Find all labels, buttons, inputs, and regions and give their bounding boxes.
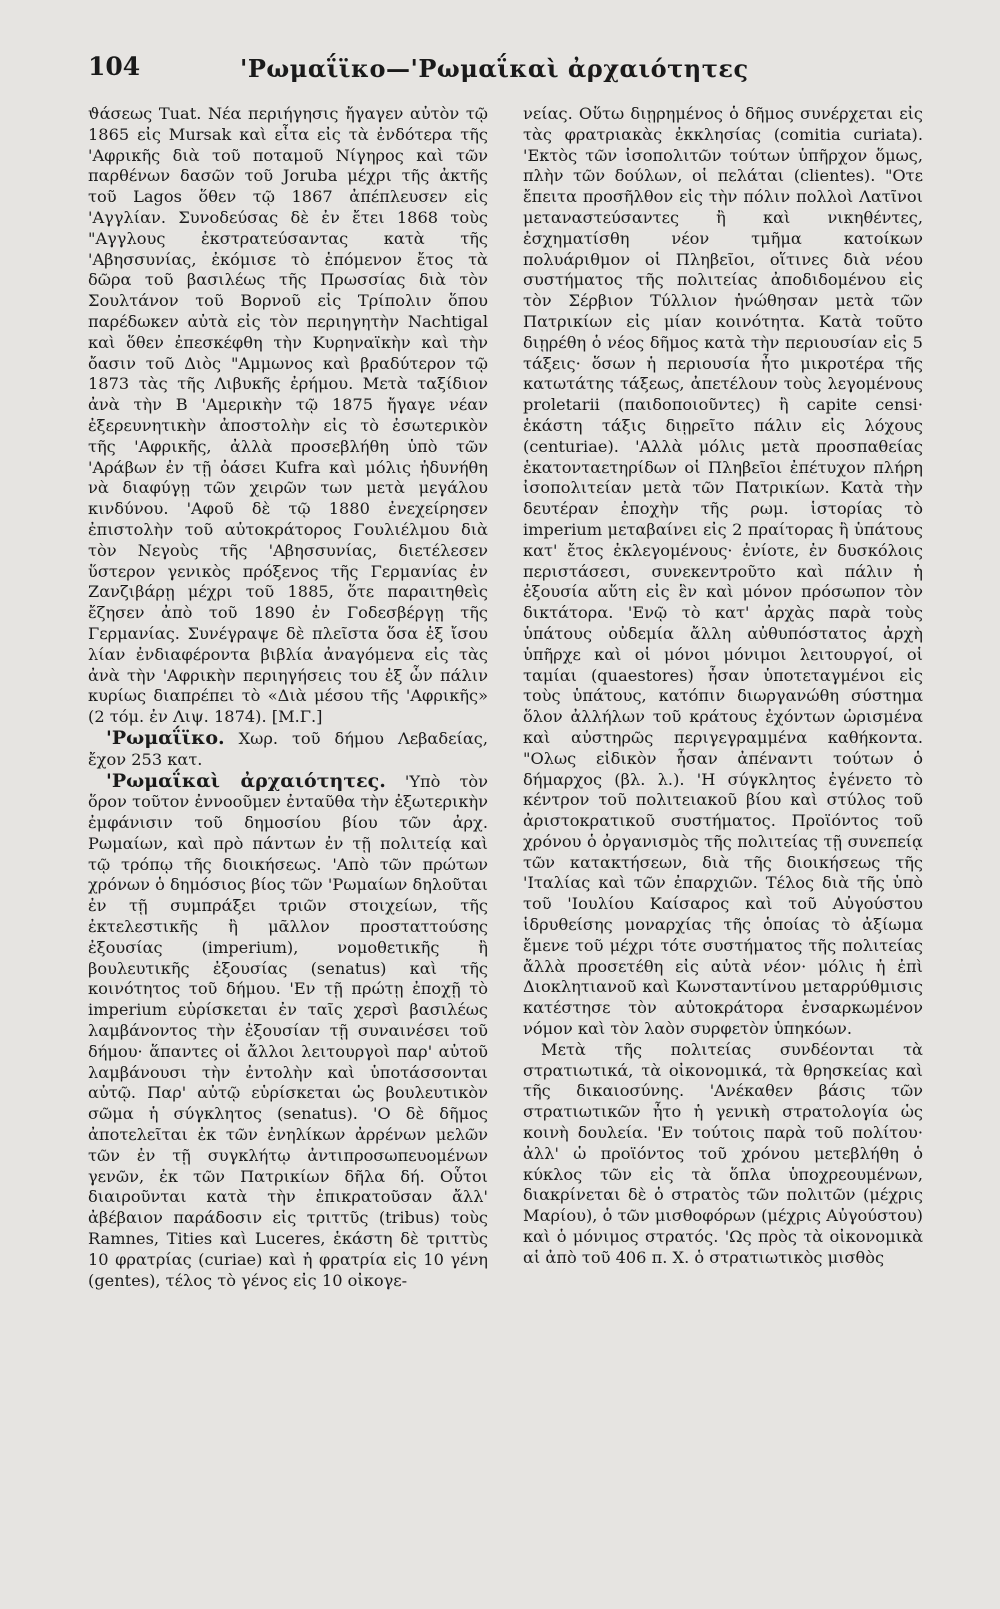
- paragraph: Μετὰ τῆς πολιτείας συνδέονται τὰ στρατιωτικά, τὰ οἰκονομικά, τὰ θρησκείας καὶ τῆς δικαιοσύνης. 'Ανέκαθεν βάσις τῶν στρατιωτικῶν ἦτο ἡ γενικὴ στρατολογία ὡς κοινὴ δουλεία. 'Εν τούτοις παρὰ τοῦ πολίτου· ἀλλ' ὡ προϊόντος τοῦ χρόνου μετεβλήθη ὁ κύκλος τῶν εἰς τὰ ὅπλα ὑποχρεουμένων, διακρίνεται δὲ ὁ στρατὸς τῶν πολιτῶν (μέχρις Μαρίου), ὁ τῶν μισθοφόρων (μέχρις Αὐγούστου) καὶ ὁ μόνιμος στρατός. 'Ως πρὸς τὰ οἰκονομικὰ αἱ ἀπὸ τοῦ 406 π. Χ. ὁ στρατιωτικὸς μισθὸς: [523, 1039, 923, 1267]
- entry-romaiiko: [88, 728, 488, 771]
- column-gutter: [504, 104, 505, 1584]
- left-column: [88, 104, 488, 1291]
- entry-headword: 'Ρωμαΐϊκο.: [106, 726, 225, 749]
- paragraph: νείας. Οὕτω διῃρημένος ὁ δῆμος συνέρχεται εἰς τὰς φρατριακὰς ἐκκλησίας (comitia curiata). 'Εκτὸς τῶν ἰσοπολιτῶν τούτων ὑπῆρχον ὅμως, πλὴν τῶν δούλων, οἱ πελάται (clientes). "Οτε ἔπειτα προσῆλθον εἰς τὴν πόλιν πολλοὶ Λατῖνοι μεταναστεύσαντες ἢ καὶ νικηθέντες, ἐσχηματίσθη νέον τμῆμα κατοίκων πολυάριθμον οἱ Πληβεῖοι, οἵτινες διὰ νέου συστήματος τῆς πολιτείας ἀποδιδομένου εἰς τὸν Σέρβιον Τύλλιον ἡνώθησαν μετὰ τῶν Πατρικίων εἰς μίαν κοινότητα. Κατὰ τοῦτο διῃρέθη ὁ νέος δῆμος κατὰ τὴν περιουσίαν εἰς 5 τάξεις· ὅσων ἡ περιουσία ἦτο μικροτέρα τῆς κατωτάτης τάξεως, ἀπετέλουν τοὺς λεγομένους proletarii (παιδοποιοῦντες) ἢ capite censi· ἑκάστη τάξις διῃρεῖτο πάλιν εἰς λόχους (centuriae). 'Αλλὰ μόλις μετὰ προσπαθείας ἑκατονταετηρίδων οἱ Πληβεῖοι ἐπέτυχον πλήρη ἰσοπολιτείαν μετὰ τῶν Πατρικίων. Κατὰ τὴν δευτέραν ἐποχὴν τῆς ρωμ. ἱστορίας τὸ imperium μεταβαίνει εἰς 2 πραίτορας ἢ ὑπάτους κατ' ἔτος ἐκλεγομένους· ἐνίοτε, ἐν δυσκόλοις περιστάσεσι, συνεκεντροῦτο καὶ πάλιν ἡ ἐξουσία αὕτη εἰς ἓν καὶ μόνον πρόσωπον τὸν δικτάτορα. 'Ενῷ τὸ κατ' ἀρχὰς παρὰ τοὺς ὑπάτους οὐδεμία ἄλλη αὐθυπόστατος ἀρχὴ ὑπῆρχε καὶ οἱ μόνοι μόνιμοι λειτουργοί, οἱ ταμίαι (quaestores) ἦσαν ὑποτεταγμένοι εἰς τοὺς ὑπάτους, κατόπιν διωργανώθη σύστημα ὅλον ἀλλήλων τοῦ κράτους ἐχόντων ὡρισμένα καὶ αὐστηρῶς περιγεγραμμένα καθήκοντα. "Ολως εἰδικὸν ἦσαν ἀπέναντι τούτων ὁ δήμαρχος (βλ. λ.). 'Η σύγκλητος ἐγένετο τὸ κέντρον τοῦ πολιτειακοῦ βίου καὶ στύλος τοῦ ἀριστοκρατικοῦ συστήματος. Προϊόντος τοῦ χρόνου ὁ ὀργανισμὸς τῆς πολιτείας τῇ συνεπείᾳ τῶν κατακτήσεων, διὰ τῆς διοικήσεως τῆς 'Ιταλίας καὶ τῶν ἐπαρχιῶν. Τέλος διὰ τῆς ὑπὸ τοῦ 'Ιουλίου Καίσαρος καὶ τοῦ Αὐγούστου ἱδρυθείσης μοναρχίας τῆς ὁποίας τὸ ἀξίωμα ἔμενε τοῦ μέχρι τότε συστήματος τῆς πολιτείας ἄλλὰ προσετέθη εἰς αὐτὰ νέον· μόλις ἡ ἐπὶ Διοκλητιανοῦ καὶ Κωνσταντίνου μεταρρύθμισις κατέστησε τὸν αὐτοκράτορα ἐνσαρκωμένον νόμον καὶ τὸν λαὸν συρφετὸν ὑπηκόων.: [523, 104, 923, 1039]
- running-head: 'Ρωμαΐϊκο—'Ρωμαΐκαὶ ἀρχαιότητες: [240, 54, 749, 83]
- entry-text: 'Υπὸ τὸν ὅρον τοῦτον ἐννοοῦμεν ἐνταῦθα τὴν ἐξωτερικὴν ἐμφάνισιν τοῦ δημοσίου βίου τῶν ἀρχ. Ρωμαίων, καὶ πρὸ πάντων ἐν τῇ πολιτείᾳ καὶ τῷ τρόπῳ τῆς διοικήσεως. 'Απὸ τῶν πρώτων χρόνων ὁ δημόσιος βίος τῶν 'Ρωμαίων δηλοῦται ἐν τῇ συμπράξει τριῶν στοιχείων, τῆς ἐκτελεστικῆς ἢ μᾶλλον προσταττούσης ἐξουσίας (imperium), νομοθετικῆς ἢ βουλευτικῆς ἐξουσίας (senatus) καὶ τῆς κοινότητος τοῦ δήμου. 'Εν τῇ πρώτῃ ἐποχῇ τὸ imperium εὑρίσκεται ἐν ταῖς χερσὶ βασιλέως λαμβάνοντος τὴν ἐξουσίαν τῇ συναινέσει τοῦ δήμου· ἅπαντες οἱ ἄλλοι λειτουργοὶ παρ' αὐτοῦ λαμβάνουσι τὴν ἐντολὴν καὶ ὑποτάσσονται αὐτῷ. Παρ' αὐτῷ εὑρίσκεται ὡς βουλευτικὸν σῶμα ἡ σύγκλητος (senatus). 'Ο δὲ δῆμος ἀποτελεῖται ἐκ τῶν ἐνηλίκων ἀρρένων μελῶν τῶν ἐν τῇ συγκλήτῳ ἀντιπροσωπευομένων γενῶν, ἐκ τῶν Πατρικίων δῆλα δή. Οὗτοι διαιροῦνται κατὰ τὴν ἐπικρατοῦσαν ἄλλ' ἀβέβαιον παράδοσιν εἰς τριττῦς (tribus) τοὺς Ramnes, Tities καὶ Luceres, ἑκάστη δὲ τριττὺς 10 φρατρίας (curiae) καὶ ἡ φρατρία εἰς 10 γένη (gentes), τέλος τὸ γένος εἰς 10 οἰκογε-: [88, 771, 488, 1290]
- entry-headword: 'Ρωμαΐκαὶ ἀρχαιότητες.: [106, 769, 386, 792]
- entry-romaikai-archaiotites: [88, 771, 488, 1292]
- entry-text: Χωρ. τοῦ δήμου Λεβαδείας, ἔχον 253 κατ.: [88, 728, 488, 769]
- page-number: 104: [88, 52, 141, 81]
- entry-continuation-text: ϑάσεως Tuat. Νέα περιήγησις ἤγαγεν αὐτὸν τῷ 1865 εἰς Mursak καὶ εἶτα εἰς τὰ ἐνδότερα τῆς 'Αφρικῆς διὰ τοῦ ποταμοῦ Νίγηρος καὶ τῶν παρθένων δασῶν τοῦ Joruba μέχρι τῆς ἀκτῆς τοῦ Lagos ὅθεν τῷ 1867 ἀπέπλευσεν εἰς 'Αγγλίαν. Συνοδεύσας δὲ ἐν ἔτει 1868 τοὺς "Αγγλους ἐκστρατεύσαντας κατὰ τῆς 'Αβησσυνίας, ἐκόμισε τὸ ἑπόμενον ἔτος τὰ δῶρα τοῦ βασιλέως τῆς Πρωσσίας διὰ τὸν Σουλτάνον τοῦ Βορνοῦ εἰς Τρίπολιν ὅπου παρέδωκεν αὐτὰ εἰς τὸν περιηγητὴν Nachtigal καὶ ὅθεν ἐπεσκέφθη τὴν Κυρηναϊκὴν καὶ τὴν ὄασιν τοῦ Διὸς "Αμμωνος καὶ βραδύτερον τῷ 1873 τὰς τῆς Λιβυκῆς ἐρήμου. Μετὰ ταξίδιον ἀνὰ τὴν Β 'Αμερικὴν τῷ 1875 ἤγαγε νέαν ἐξερευνητικὴν ἀποστολὴν εἰς τὸ ἐσωτερικὸν τῆς 'Αφρικῆς, ἀλλὰ προσεβλήθη ὑπὸ τῶν 'Αράβων ἐν τῇ ὀάσει Kufra καὶ μόλις ἠδυνήθη νὰ διαφύγῃ τῶν χειρῶν των μετὰ μεγάλου κινδύνου. 'Αφοῦ δὲ τῷ 1880 ἐνεχείρησεν ἐπιστολὴν τοῦ αὐτοκράτορος Γουλιέλμου διὰ τὸν Νεγοὺς τῆς 'Αβησσυνίας, διετέλεσεν ὕστερον γενικὸς πρόξενος τῆς Γερμανίας ἐν Ζανζιβάρῃ μέχρι τοῦ 1885, ὅτε παραιτηθεὶς ἔζησεν ἀπὸ τοῦ 1890 ἐν Γοδεσβέργῃ τῆς Γερμανίας. Συνέγραψε δὲ πλεῖστα ὅσα ἐξ ἴσου λίαν ἐνδιαφέροντα βιβλία ἀναγόμενα εἰς τὰς ἀνὰ τὴν 'Αφρικὴν περιηγήσεις του ἐξ ὧν πάλιν κυρίως διαπρέπει τὸ «Διὰ μέσου τῆς 'Αφρικῆς» (2 τόμ. ἐν Λιψ. 1874). [Μ.Γ.]: [88, 104, 488, 727]
- page-header: [0, 48, 1000, 88]
- right-column: [523, 104, 923, 1269]
